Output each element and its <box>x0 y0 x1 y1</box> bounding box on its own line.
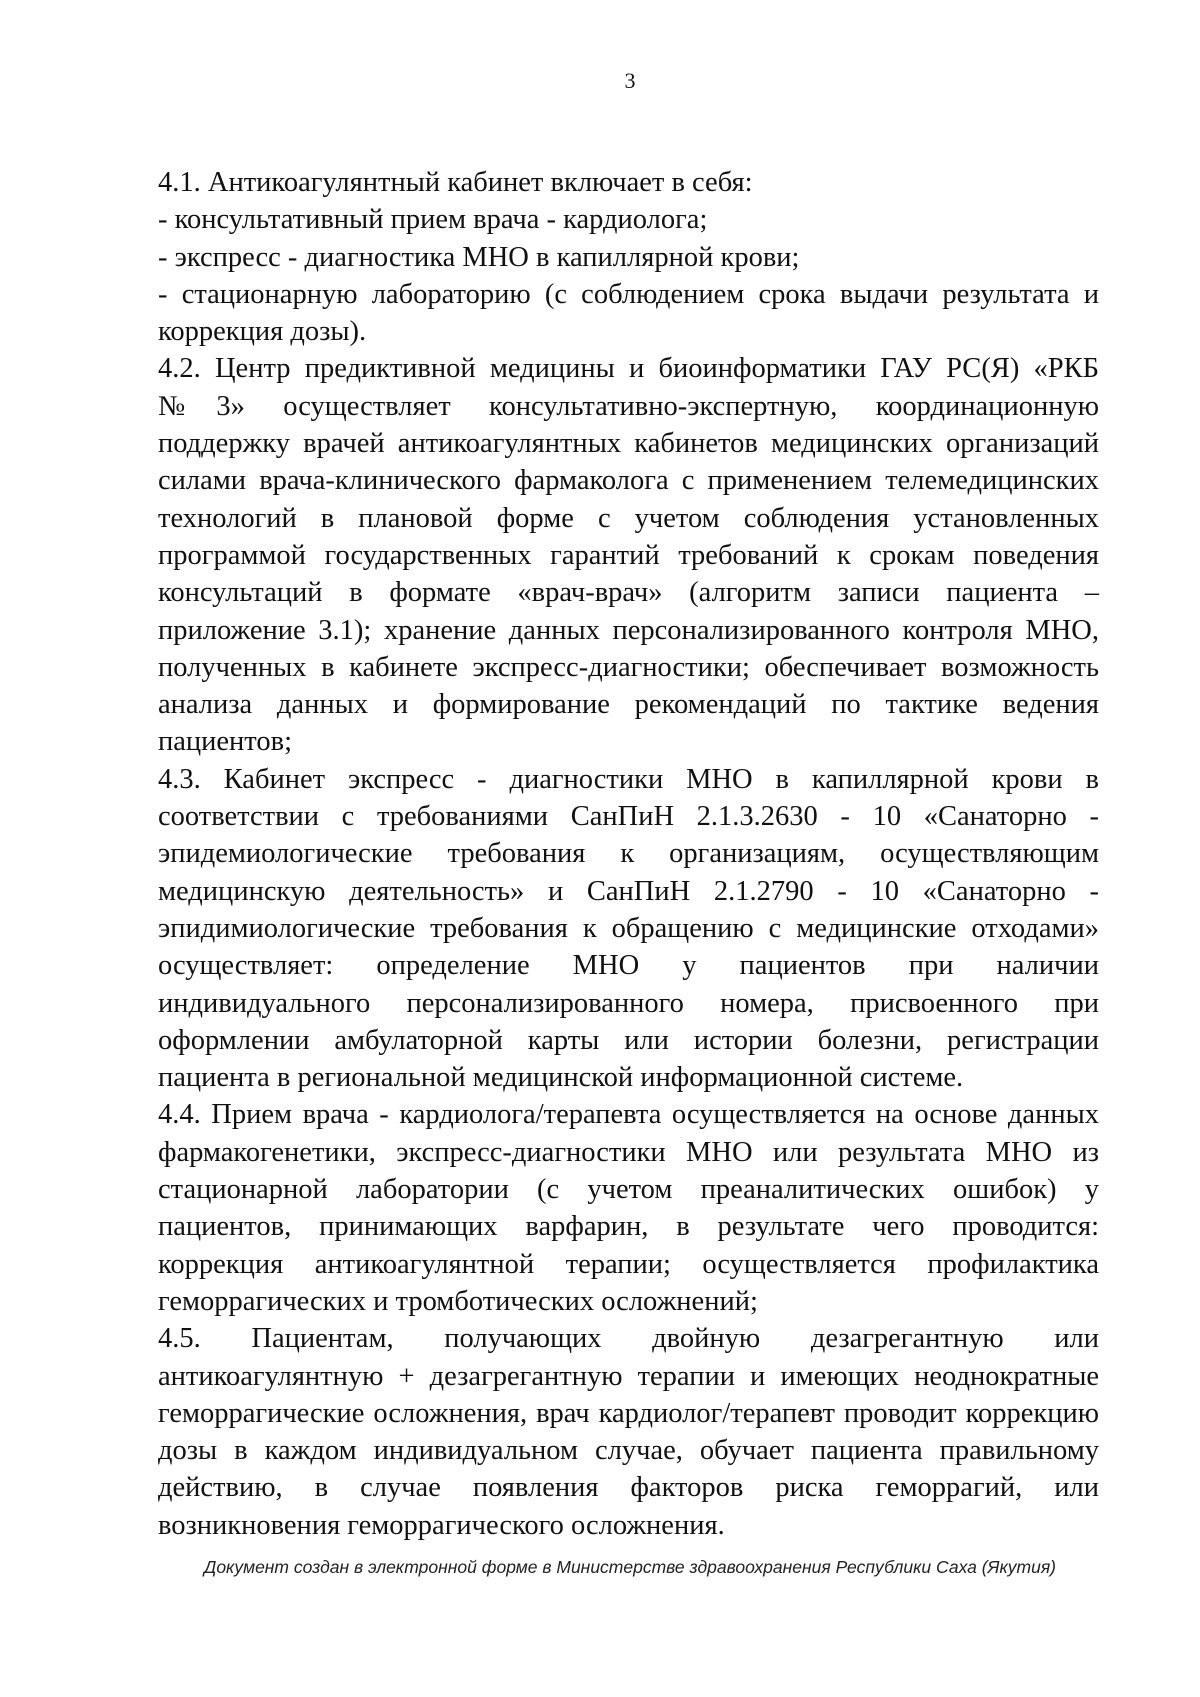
paragraph-4-2: 4.2. Центр предиктивной медицины и биоинформатики ГАУ РС(Я) «РКБ №3» осуществляет консультативно-экспертную, координационную поддержку врачей антикоагулянтных кабинетов медицинских организаций силами врача-клинического фармаколога с применением телемедицинских технологий в плановой форме с учетом соблюдения установленных программой государственных гарантий требований к срокам поведения консультаций в формате «врач-врач» (алгоритм записи пациента – приложение 3.1); хранение данных персонализированного контроля МНО, полученных в кабинете экспресс-диагностики; обеспечивает возможность анализа данных и формирование рекомендаций по тактике ведения пациентов; <box>158 353 1099 758</box>
paragraph-4-1: 4.1. Антикоагулянтный кабинет включает в себя: <box>158 167 753 198</box>
paragraph-4-3: 4.3. Кабинет экспресс - диагностики МНО в капиллярной крови в соответствии с требованиями СанПиН 2.1.3.2630 - 10 «Санаторно - эпидемиологические требования к организациям, осуществляющим медицинскую деятельность» и СанПиН 2.1.2790 - 10 «Санаторно - эпидимиологические требования к обращению с медицинские отходами» осуществляет: определение МНО у пациентов при наличии индивидуального персонализированного номера, присвоенного при оформлении амбулаторной карты или истории болезни, регистрации пациента в региональной медицинской информационной системе. <box>158 763 1099 1094</box>
list-item-consultation: - консультативный прием врача - кардиолога; <box>158 204 708 236</box>
document-body <box>158 164 1099 1544</box>
list-item-express-diagnostics: - экспресс - диагностика МНО в капиллярной крови; <box>158 241 800 273</box>
paragraph-4-4: 4.4. Прием врача - кардиолога/терапевта осуществляется на основе данных фармакогенетики, экспресс-диагностики МНО или результата МНО из стационарной лаборатории (с учетом преаналитических ошибок) у пациентов, принимающих варфарин, в результате чего проводится: коррекция антикоагулянтной терапии; осуществляется профилактика геморрагических и тромботических осложнений; <box>158 1099 1099 1317</box>
footer-note: Документ создан в электронной форме в Министерстве здравоохранения Республики Саха (Якутия) <box>204 1557 1056 1577</box>
paragraph-4-5: 4.5. Пациентам, получающих двойную дезагрегантную или антикоагулянтную + дезагрегантную терапии и имеющих неоднократные геморрагические осложнения, врач кардиолог/терапевт проводит коррекцию дозы в каждом индивидуальном случае, обучает пациента правильному действию, в случае появления факторов риска геморрагий, или возникновения геморрагического осложнения. <box>158 1323 1099 1541</box>
list-item-laboratory: - стационарную лабораторию (с соблюдением срока выдачи результата и коррекция дозы). <box>158 278 1099 348</box>
page-number: 3 <box>624 68 636 93</box>
